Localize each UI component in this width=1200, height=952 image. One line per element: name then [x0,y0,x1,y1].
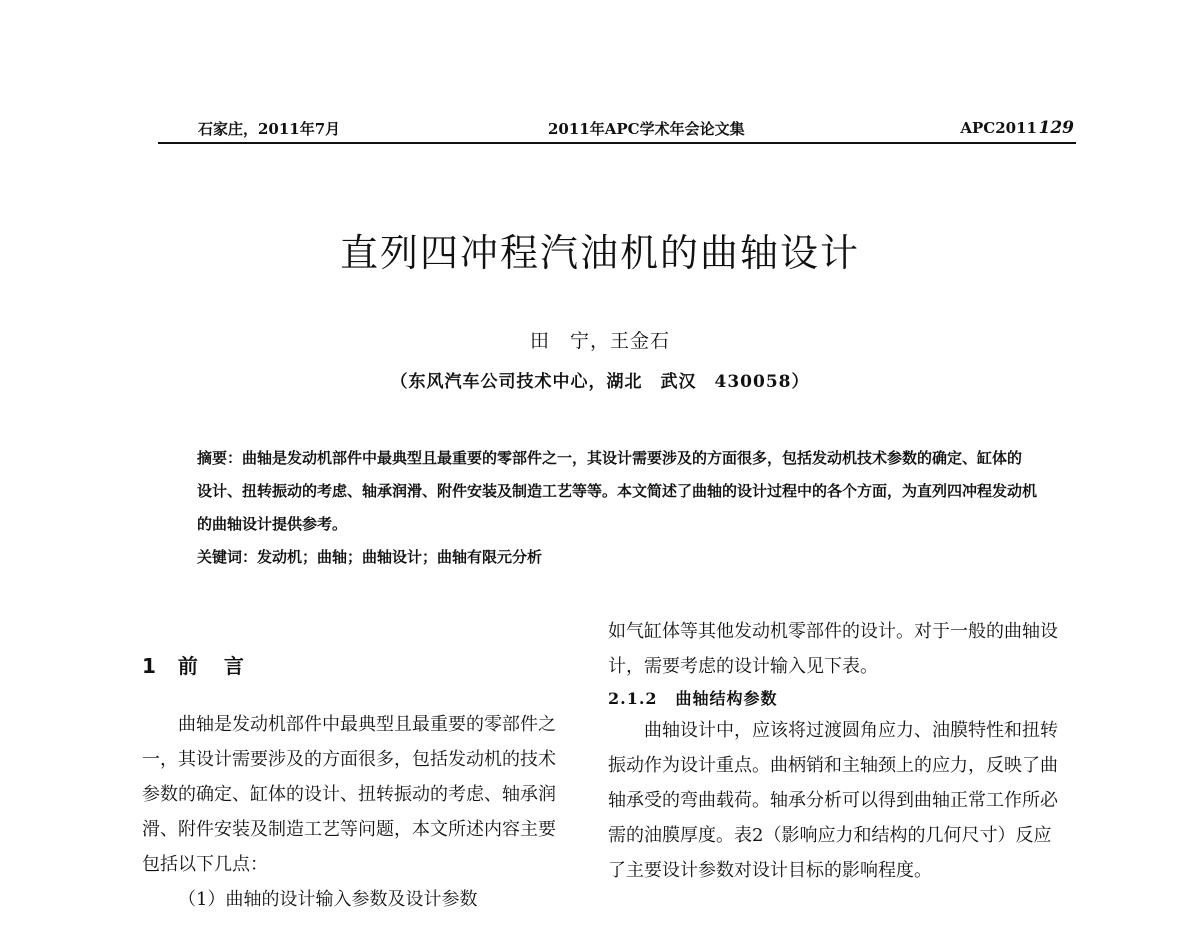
abstract-body [197,442,1037,541]
section-title: 前言 [177,654,270,678]
section-heading [142,649,562,684]
subsection-heading [608,684,1068,713]
keywords-text: ：发动机；曲轴；曲轴设计；曲轴有限元分析 [242,548,543,566]
subsection-title: 曲轴结构参数 [675,689,778,708]
list-item: （1）曲轴的设计输入参数及设计参数 [178,889,478,910]
header-page-ref [960,118,1074,138]
authors: 田 宁，王金石 [529,330,670,352]
header-proceedings-title: 2011年APC学术年会论文集 [548,120,745,138]
header-location-date: 石家庄，2011年7月 [198,120,341,138]
abstract-label: 摘要 [197,449,228,467]
running-header [158,118,1076,144]
page-number: 129 [1038,118,1074,138]
design-paragraph: 曲轴设计中，应该将过渡圆角应力、油膜特性和扭转振动作为设计重点。曲柄销和主轴颈上的应力，反映了曲轴承受的弯曲载荷。轴承分析可以得到曲轴正常工作所必需的油膜厚度。表2（影响应力和结构的几何尺寸）反应了主要设计参数对设计目标的影响程度。 [608,720,1058,881]
header-series: APC2011 [960,119,1037,137]
abstract [197,442,1037,574]
continued-paragraph: 如气缸体等其他发动机零部件的设计。对于一般的曲轴设计，需要考虑的设计输入见下表。 [608,621,1058,677]
affiliation: （东风汽车公司技术中心，湖北 武汉 430058） [390,372,810,392]
paper-title: 直列四冲程汽油机的曲轴设计 [339,231,860,275]
intro-paragraph: 曲轴是发动机部件中最典型且最重要的零部件之一，其设计需要涉及的方面很多，包括发动机的技术参数的确定、缸体的设计、扭转振动的考虑、轴承润滑、附件安装及制造工艺等问题，本文所述内容主要包括以下几点： [142,714,556,875]
right-column [608,614,1068,888]
keywords [197,541,1037,574]
subsection-number: 2.1.2 [608,689,658,708]
keywords-label: 关键词 [197,548,243,566]
left-column [142,614,562,917]
abstract-text: ：曲轴是发动机部件中最典型且最重要的零部件之一，其设计需要涉及的方面很多，包括发动机技术参数的确定、缸体的设计、扭转振动的考虑、轴承润滑、附件安装及制造工艺等等。本文简述了曲轴的设计过程中的各个方面，为直列四冲程发动机的曲轴设计提供参考。 [197,449,1038,533]
section-number: 1 [142,654,156,678]
